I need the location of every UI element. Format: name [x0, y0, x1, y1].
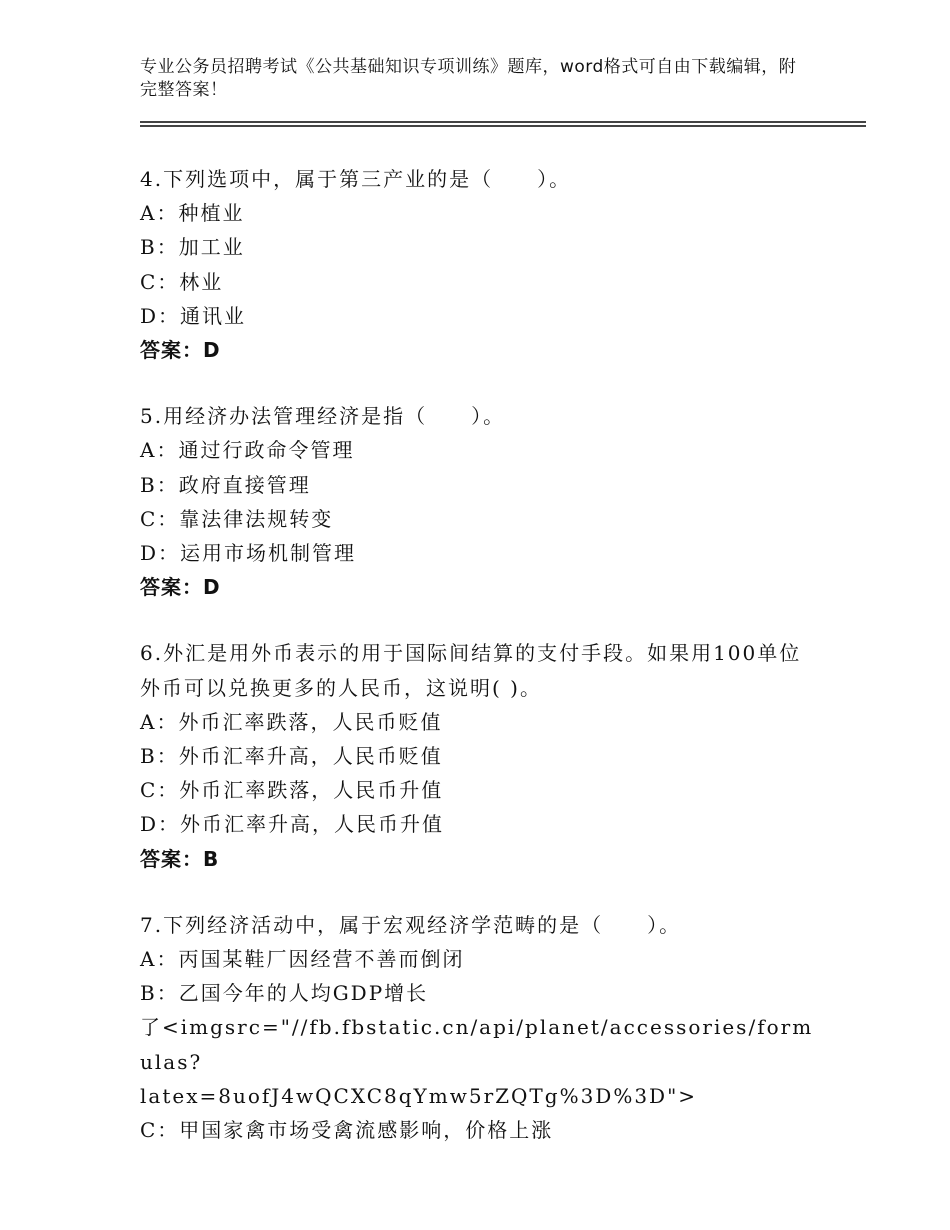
option-d: D：运用市场机制管理: [140, 541, 357, 566]
question-stem-line-1: 6.外汇是用外币表示的用于国际间结算的支付手段。如果用100单位: [140, 641, 802, 666]
answer: 答案：B: [140, 846, 220, 871]
option-a: A：丙国某鞋厂因经营不善而倒闭: [140, 947, 465, 972]
option-b: B：外币汇率升高，人民币贬值: [140, 744, 443, 769]
option-d: D：通讯业: [140, 303, 247, 328]
answer: 答案：D: [140, 338, 221, 363]
option-b: B：加工业: [140, 235, 245, 260]
option-b: B：政府直接管理: [140, 472, 311, 497]
option-d: D：外币汇率升高，人民币升值: [140, 812, 445, 837]
question-stem: 7.下列经济活动中，属于宏观经济学范畴的是（ ）。: [140, 912, 682, 937]
option-c: C：林业: [140, 269, 224, 294]
question-stem: 5.用经济办法管理经济是指（ ）。: [140, 404, 506, 429]
question-5: [140, 399, 820, 604]
question-list: [140, 162, 820, 1147]
option-b-broken-image-markup-line-2: latex=8uofJ4wQCXC8qYmw5rZQTg%3D%3D">: [140, 1083, 698, 1108]
option-b: B：乙国今年的人均GDP增长: [140, 981, 429, 1006]
question-4: [140, 162, 820, 367]
document-header: 专业公务员招聘考试《公共基础知识专项训练》题库，word格式可自由下载编辑，附完整答案！: [140, 57, 797, 100]
option-c: C：靠法律法规转变: [140, 506, 334, 531]
question-6: [140, 636, 820, 875]
header-divider-top: [140, 121, 866, 123]
option-a: A：外币汇率跌落，人民币贬值: [140, 709, 443, 734]
option-a: A：种植业: [140, 201, 245, 226]
question-7: [140, 908, 820, 1147]
header-divider-bottom: [140, 125, 866, 127]
answer: 答案：D: [140, 575, 221, 600]
option-c: C：甲国家禽市场受禽流感影响，价格上涨: [140, 1118, 554, 1143]
question-stem: 4.下列选项中，属于第三产业的是（ ）。: [140, 167, 572, 191]
option-b-broken-image-markup-line-1: 了<imgsrc="//fb.fbstatic.cn/api/planet/accessories/formulas?: [140, 1015, 814, 1074]
option-c: C：外币汇率跌落，人民币升值: [140, 778, 444, 803]
question-stem-line-2: 外币可以兑换更多的人民币，这说明( )。: [140, 675, 542, 700]
option-a: A：通过行政命令管理: [140, 438, 355, 463]
